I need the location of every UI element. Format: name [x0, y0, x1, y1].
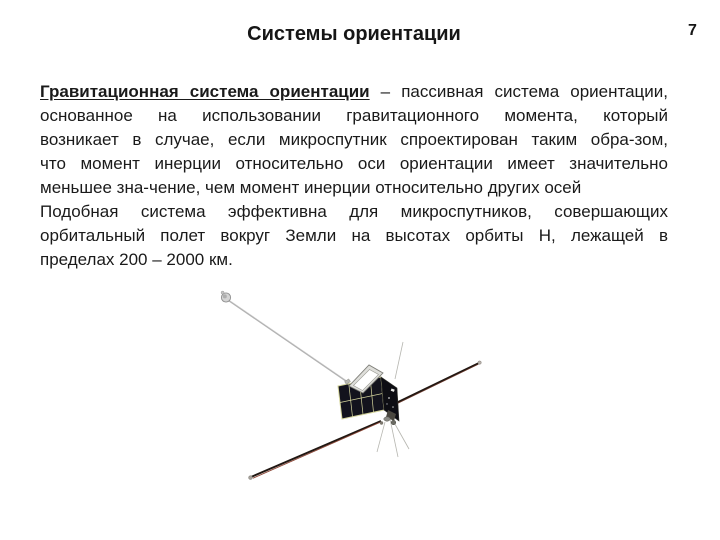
panel-detail: [386, 403, 387, 404]
thruster: [384, 417, 390, 421]
paragraph-line: меньшее зна-чение, чем момент инерции относительно других осей: [40, 178, 582, 197]
boom-tip: [478, 361, 481, 364]
gravity-gradient-boom: [228, 300, 349, 383]
paragraph-line: Подобная система эффективна для микроспутников, совершающих: [40, 202, 668, 221]
boom-tip: [249, 476, 253, 480]
thruster: [380, 421, 383, 424]
panel-detail: [388, 397, 390, 399]
term-emphasis: Гравитационная система ориентации: [40, 82, 370, 101]
thruster: [391, 420, 396, 425]
antenna-boom-lower-left: [249, 421, 381, 480]
slide-title: Системы ориентации: [247, 23, 461, 45]
satellite-body: [338, 365, 399, 425]
page-number: 7: [688, 22, 697, 39]
paragraph-line: что момент инерции относительно оси ориентации имеет значительно: [40, 154, 668, 173]
paragraph-line: основанное на использовании гравитационного момента, который: [40, 106, 668, 125]
paragraph-line: орбитальный полет вокруг Земли на высотах орбиты Н, лежащей в: [40, 226, 668, 245]
paragraph-line: пределах 200 – 2000 км.: [40, 250, 233, 269]
line-text: – пассивная система ориентации,: [369, 82, 668, 101]
paragraph-line: возникает в случае, если микроспутник спроектирован таким обра-зом,: [40, 130, 668, 149]
boom-highlight: [228, 299, 349, 382]
antenna-boom-upper-right: [394, 361, 481, 405]
body-text: [40, 80, 668, 272]
panel-detail: [392, 406, 394, 408]
paragraph-line: [40, 80, 668, 104]
boom-end-knob: [221, 291, 224, 294]
boom-end-mass-shade: [223, 294, 227, 298]
satellite-figure: [190, 285, 490, 490]
